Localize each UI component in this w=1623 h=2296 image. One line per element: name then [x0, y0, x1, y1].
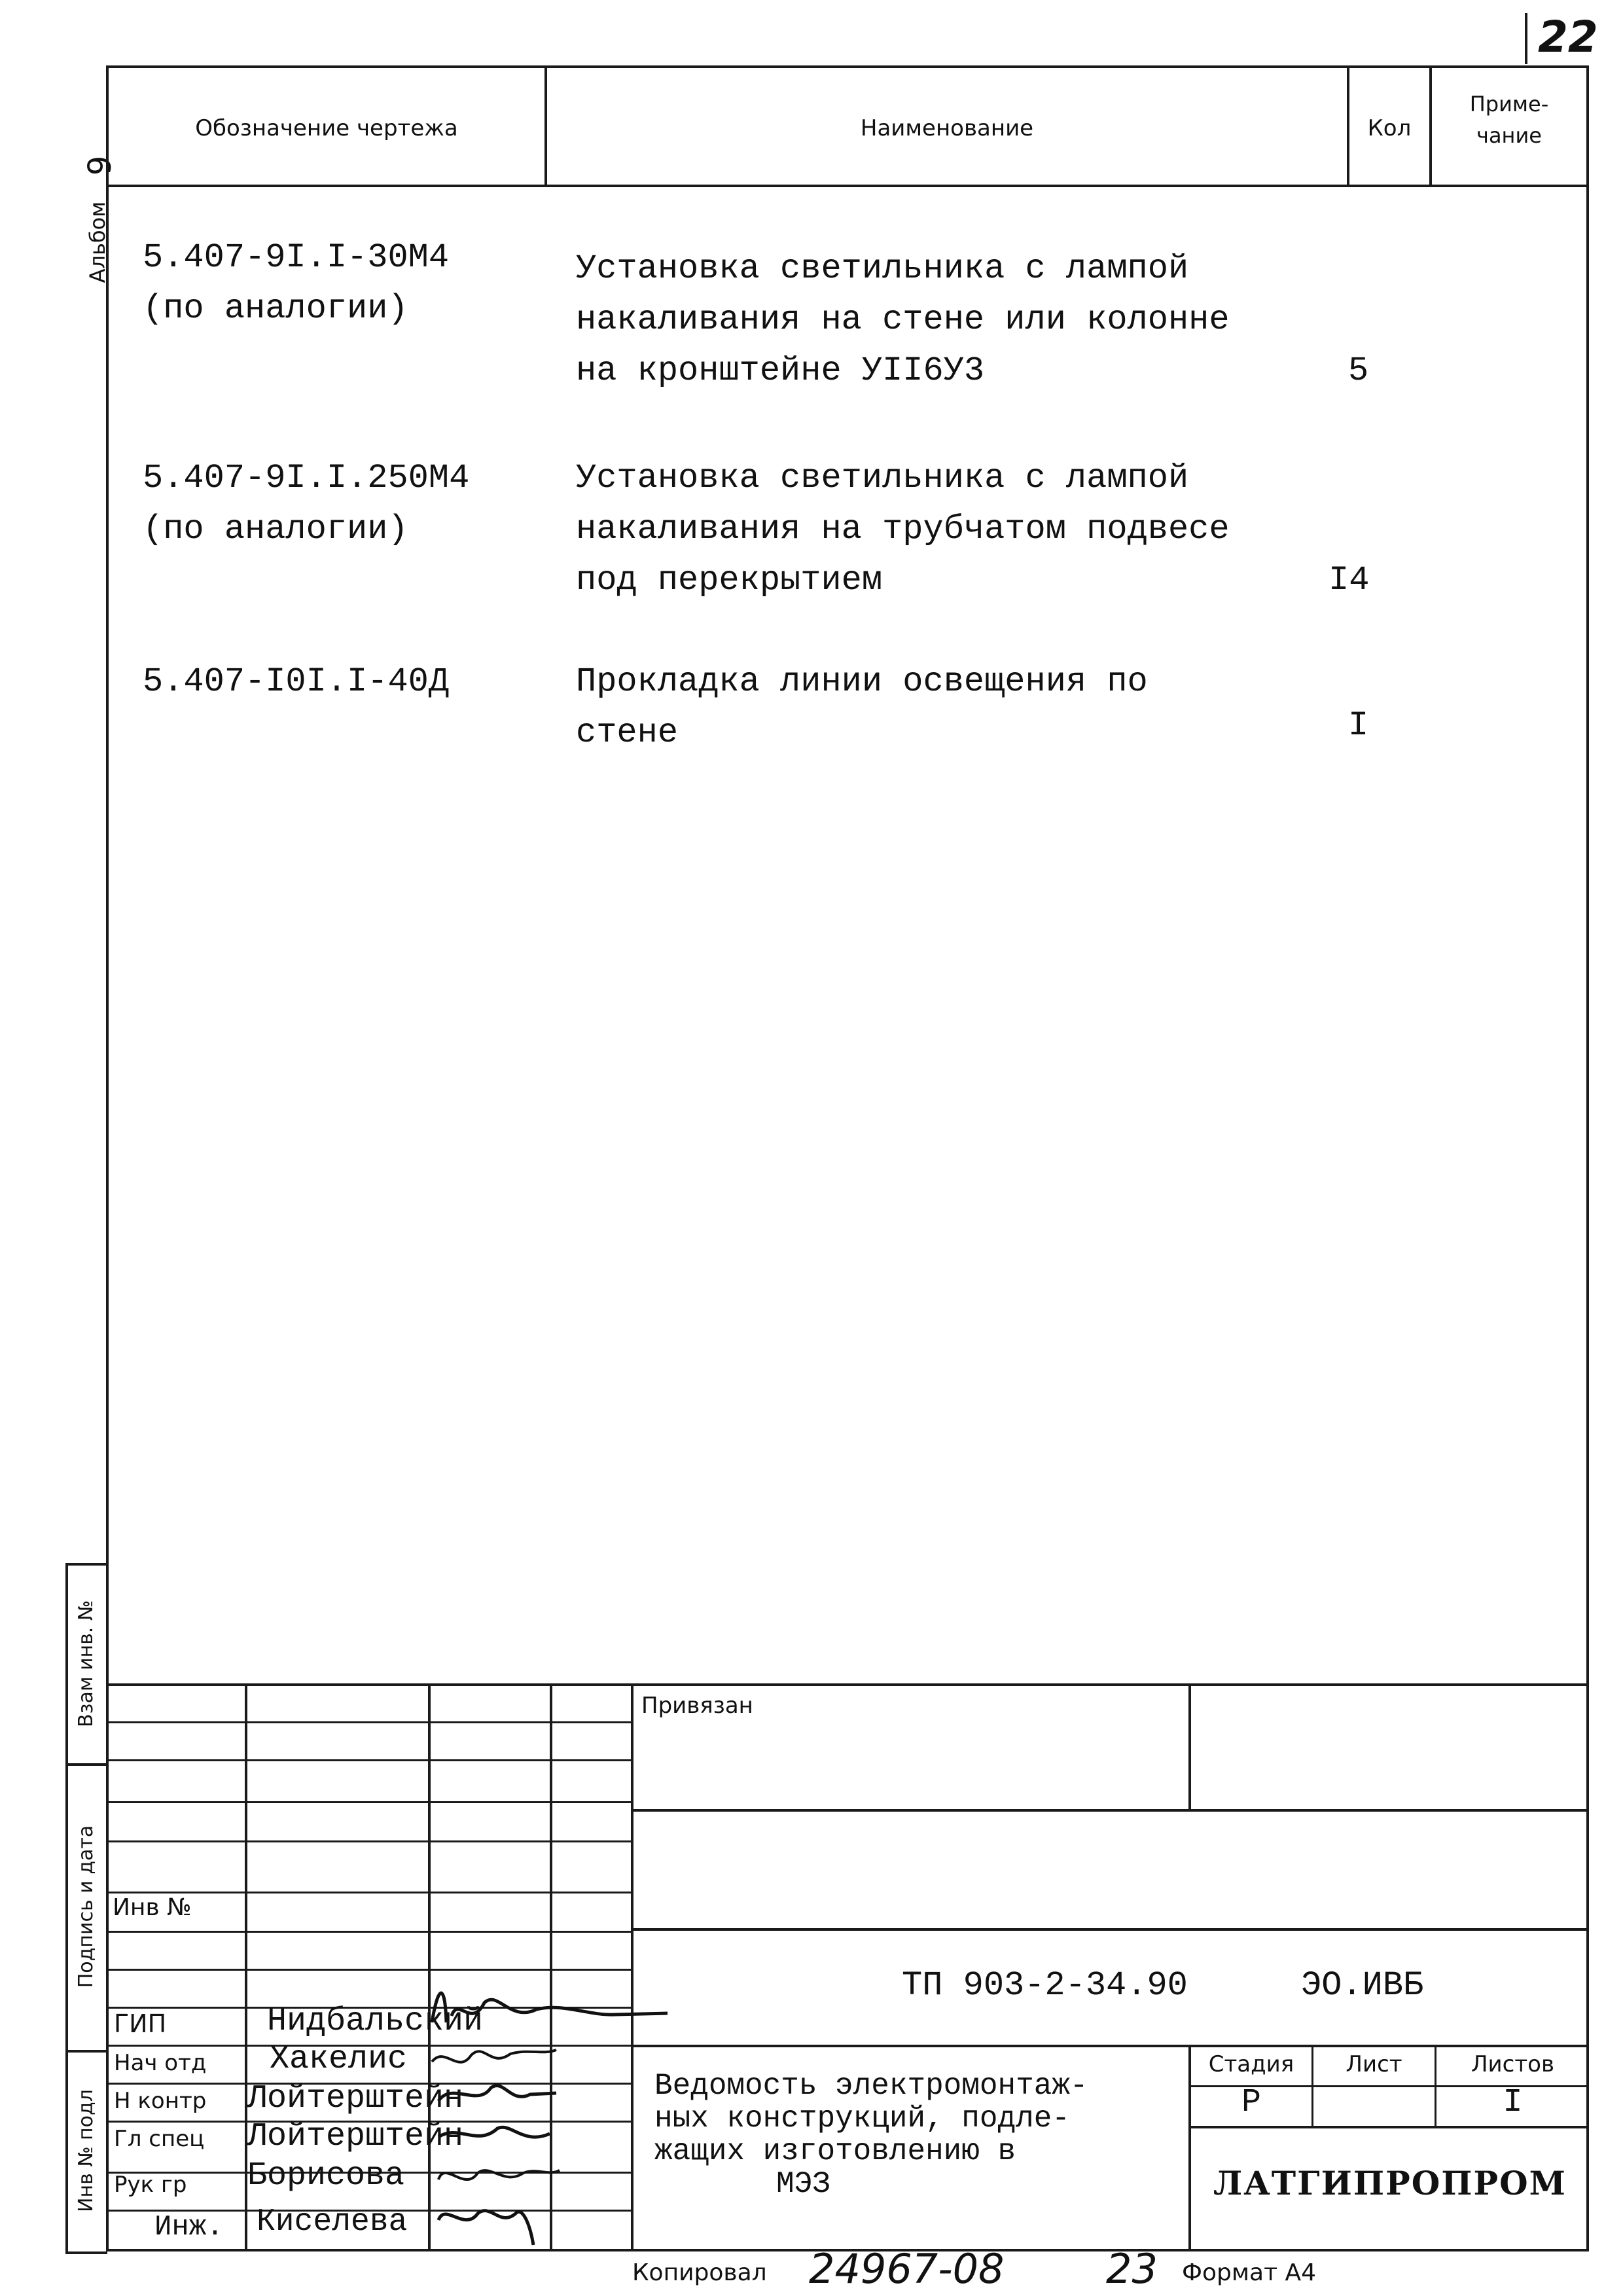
title-line-1: Ведомость электромонтаж-: [654, 2069, 1088, 2103]
tb-row-6: [106, 1931, 633, 1933]
title-line-4: МЭЗ: [776, 2167, 830, 2201]
name-n-kontr: Лойтерштейн: [247, 2080, 464, 2117]
row-2-qty: I4: [1329, 561, 1370, 600]
stamp-div-4: [65, 2251, 107, 2254]
tb-code-top: [631, 1928, 1589, 1931]
copy-number: 24967-08: [809, 2245, 1005, 2293]
stamp-podpis-data: Подпись и дата: [75, 1825, 98, 1988]
tb-stage-row-2: [1188, 2126, 1589, 2128]
row-1-name-line-3: на кронштейне УII6У3: [576, 351, 985, 390]
tb-row-1: [106, 1721, 633, 1723]
format-label: Формат А4: [1182, 2259, 1317, 2286]
tb-code-bottom: [631, 2045, 1589, 2047]
page-number-rule: [1525, 13, 1527, 64]
stamp-div-2: [65, 1763, 107, 1766]
tb-row-2: [106, 1759, 633, 1761]
row-2-name-line-3: под перекрытием: [576, 561, 883, 600]
sheets-value: I: [1503, 2084, 1523, 2121]
name-gip: Нидбальский: [267, 2003, 484, 2040]
name-nach-otd: Хакелис: [270, 2041, 408, 2078]
role-nach-otd: Нач отд: [114, 2050, 207, 2076]
role-inzh: Инж.: [154, 2211, 224, 2244]
stage-value: Р: [1241, 2084, 1261, 2121]
tb-row-7: [106, 1969, 633, 1971]
copied-label: Копировал: [632, 2259, 767, 2286]
row-2-code: 5.407-9I.I.250M4: [143, 459, 470, 497]
title-line-3: жащих изготовлению в: [654, 2134, 1016, 2168]
signature-nach-otd: [432, 2050, 556, 2062]
row-3-qty: I: [1348, 706, 1369, 745]
title-line-2: ных конструкций, подле-: [654, 2102, 1070, 2136]
header-note-2: чание: [1476, 123, 1542, 148]
signature-gip: [432, 1993, 668, 2022]
tb-row-4: [106, 1840, 633, 1842]
name-ruk-gr: Борисова: [247, 2157, 405, 2195]
doc-suffix: ЭО.ИВБ: [1301, 1966, 1424, 2005]
row-1-name-line-1: Установка светильника с лампой: [576, 249, 1189, 288]
row-3-code: 5.407-I0I.I-40Д: [143, 662, 450, 701]
role-n-kontr: Н контр: [114, 2088, 207, 2114]
signature-inzh: [438, 2211, 533, 2245]
sheets-label: Листов: [1471, 2051, 1554, 2077]
row-2-code-note: (по аналогии): [143, 510, 408, 548]
page-number: 22: [1538, 12, 1598, 62]
header-qty: Кол: [1367, 115, 1412, 141]
header-name: Наименование: [860, 115, 1034, 141]
stamp-vzam-inv: Взам инв. №: [75, 1600, 98, 1728]
tb-row-5: [106, 1892, 633, 1893]
row-2-name-line-1: Установка светильника с лампой: [576, 459, 1189, 497]
stamp-inv-podl: Инв № подл: [75, 2089, 98, 2212]
row-3-name-line-2: стене: [576, 713, 679, 752]
inv-no-label: Инв №: [113, 1894, 192, 1921]
signature-gl-spec: [438, 2127, 550, 2137]
name-gl-spec: Лойтерштейн: [247, 2118, 464, 2155]
name-inzh: Киселева: [257, 2204, 408, 2240]
signature-ruk-gr: [438, 2170, 560, 2179]
doc-code: ТП 903-2-34.90: [902, 1966, 1188, 2005]
privyazan-label: Привязан: [641, 1693, 753, 1719]
header-note-1: Приме-: [1469, 92, 1549, 117]
row-1-code-note: (по аналогии): [143, 289, 408, 328]
row-1-code: 5.407-9I.I-30M4: [143, 238, 450, 277]
header-bottom-rule: [106, 185, 1589, 187]
tb-privyazan-split: [1188, 1683, 1191, 1810]
role-gl-spec: Гл спец: [114, 2126, 205, 2152]
album-label: Альбом: [85, 201, 110, 283]
tb-row-3: [106, 1801, 633, 1803]
organization: ЛАТГИПРОПРОМ: [1213, 2164, 1567, 2202]
stage-label: Стадия: [1208, 2051, 1294, 2077]
sheet-label: Лист: [1346, 2051, 1402, 2077]
footer-page: 23: [1106, 2245, 1158, 2293]
signature-n-kontr: [438, 2086, 556, 2101]
signatures: [419, 1977, 694, 2258]
row-1-name-line-2: накаливания на стене или колонне: [576, 300, 1230, 339]
tb-privyazan-bottom: [631, 1809, 1589, 1812]
row-2-name-line-2: накаливания на трубчатом подвесе: [576, 510, 1230, 548]
header-designation: Обозначение чертежа: [195, 115, 458, 141]
stamp-col-left: [65, 1563, 68, 2251]
row-3-name-line-1: Прокладка линии освещения по: [576, 662, 1148, 701]
row-1-qty: 5: [1348, 351, 1369, 390]
tb-top-rule: [106, 1683, 1589, 1686]
album-number: 9: [82, 155, 118, 176]
role-ruk-gr: Рук гр: [114, 2172, 187, 2198]
role-gip: ГИП: [114, 2009, 167, 2038]
